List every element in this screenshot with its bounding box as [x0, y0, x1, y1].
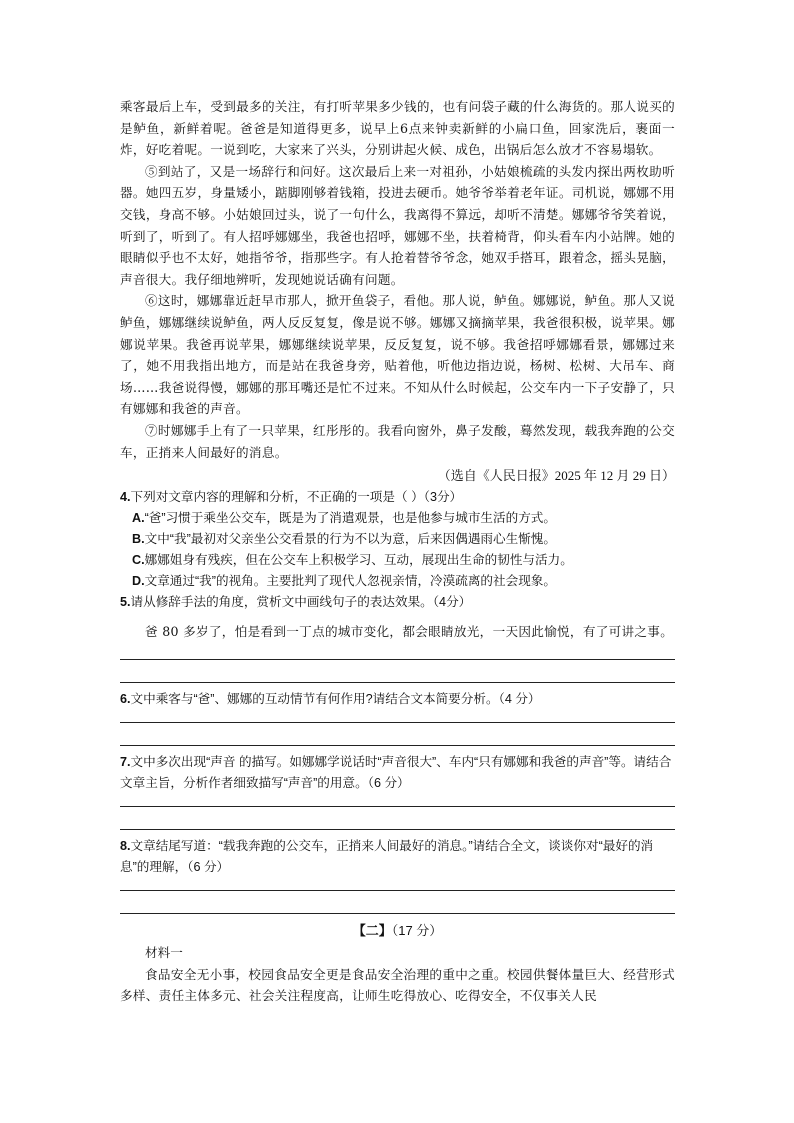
passage-paragraph-5: ⑤到站了，又是一场辞行和问好。这次最后上来一对祖孙，小姑娘梳疏的头发内探出两枚助听器。她四五岁，身量矮小，踮脚刚够着钱箱，投进去硬币。她爷爷举着老年证。司机说，娜娜不用交钱，身高不够。小姑娘回过头，说了一句什么，我离得不算远，却听不清楚。娜娜爷爷笑着说，听到了，听到了。有人招呼娜娜坐，我爸也招呼，娜娜不坐，扶着椅背，仰头看车内小站牌。她的眼睛似乎也不太好，她指爷爷，指那些字。有人抢着替爷爷念，她双手搭耳，跟着念，摇头晃脑，声音很大。我仔细地辨听，发现她说话确有问题。 — [120, 163, 675, 287]
question-5 — [120, 592, 675, 683]
section-two — [120, 920, 675, 1007]
option-b — [120, 529, 675, 550]
question-4 — [120, 487, 675, 592]
answer-line[interactable] — [120, 722, 675, 723]
section-heading — [120, 920, 675, 942]
question-text: 下列对文章内容的理解和分析，不正确的一项是（ ）（3分） — [130, 490, 463, 505]
option-key: B. — [132, 532, 145, 547]
section-label: 【二】 — [352, 922, 392, 938]
question-number: 8. — [120, 838, 131, 853]
option-key: D. — [132, 574, 145, 589]
question-8 — [120, 836, 675, 914]
section-score: （17 分） — [391, 922, 443, 938]
answer-line[interactable] — [120, 913, 675, 914]
question-number: 4. — [120, 490, 131, 505]
answer-line[interactable] — [120, 682, 675, 683]
option-text: “爸”习惯于乘坐公交车，既是为了消遣观景，也是他参与城市生活的方式。 — [144, 511, 556, 526]
passage-paragraph-7: ⑦时娜娜手上有了一只苹果，红彤彤的。我看向窗外，鼻子发酸，蓦然发现，载我奔跑的公交车，正捎来人间最好的消息。 — [120, 422, 675, 460]
question-text: 文中多次出现“声音 的描写。如娜娜学说话时“声音很大”、车内“只有娜娜和我爸的声音”等。请结合文章主旨，分析作者细致描写“声音”的用意。（6 分） — [120, 754, 672, 790]
option-d — [120, 571, 675, 592]
option-a — [120, 508, 675, 529]
material-label: 材料一 — [145, 944, 183, 960]
option-text: 娜娜姐身有残疾，但在公交车上积极学习、互动，展现出生命的韧性与活力。 — [144, 553, 573, 568]
question-number: 5. — [120, 595, 131, 610]
option-c — [120, 550, 675, 571]
option-key: C. — [132, 553, 145, 568]
option-text: 文中“我”最初对父亲坐公交看景的行为不以为意，后来因偶遇雨心生惭愧。 — [144, 532, 556, 547]
question-text: 文中乘客与“爸”、娜娜的互动情节有何作用?请结合文本简要分析。（4 分） — [130, 691, 541, 706]
answer-line[interactable] — [120, 745, 675, 746]
option-text: 文章通过“我”的视角。主要批判了现代人忽视亲情，冷漠疏离的社会现象。 — [144, 574, 556, 589]
reading-passage — [120, 96, 675, 463]
exam-page — [120, 96, 675, 1007]
question-text: 请从修辞手法的角度，赏析文中画线句子的表达效果。（4分） — [130, 595, 472, 610]
question-number: 6. — [120, 691, 131, 706]
passage-paragraph-1: 乘客最后上车，受到最多的关注，有打听苹果多少钱的，也有问袋子藏的什么海货的。那人说买的是鲈鱼，新鲜着呢。爸爸是知道得更多，说早上6点来钟卖新鲜的小扁口鱼，回家洗后，裹面一炸，好吃着呢。一说到吃，大家来了兴头，分别讲起火候、成色，出锅后怎么放才不容易塌软。 — [120, 99, 675, 158]
underlined-quote: 爸 80 多岁了，怕是看到一丁点的城市变化，都会眼睛放光，一天因此愉悦，有了可讲之事。 — [145, 624, 674, 640]
answer-line[interactable] — [120, 806, 675, 807]
question-7 — [120, 752, 675, 830]
passage-source: （选自《人民日报》2025 年 12 月 29 日） — [437, 468, 675, 484]
option-key: A. — [132, 511, 145, 526]
question-6 — [120, 689, 675, 746]
question-text: 文章结尾写道：“载我奔跑的公交车，正捎来人间最好的消息。”请结合全文，谈谈你对“最好的消息”的理解，（6 分） — [120, 838, 654, 874]
answer-line[interactable] — [120, 659, 675, 660]
answer-line[interactable] — [120, 890, 675, 891]
passage-paragraph-6: ⑥这时，娜娜靠近赶早市那人，掀开鱼袋子，看他。那人说，鲈鱼。娜娜说，鲈鱼。那人又说鲈鱼，娜娜继续说鲈鱼，两人反反复复，像是说不够。娜娜又摘摘苹果，我爸很积极，说苹果。娜娜说苹果。我爸再说苹果，娜娜继续说苹果，反反复复，说不够。我爸招呼娜娜看景，娜娜过来了，她不用我指出地方，而是站在我爸身旁，贴着他，听他边指边说，杨树、松树、大吊车、商场……我爸说得慢，娜娜的那耳嘴还是忙不过来。不知从什么时候起，公交车内一下子安静了，只有娜娜和我爸的声音。 — [120, 293, 675, 417]
material-text: 食品安全无小事，校园食品安全更是食品安全治理的重中之重。校园供餐体量巨大、经营形式多样、责任主体多元、社会关注程度高，让师生吃得放心、吃得安全，不仅事关人民 — [120, 966, 675, 1004]
question-number: 7. — [120, 754, 131, 769]
answer-line[interactable] — [120, 829, 675, 830]
